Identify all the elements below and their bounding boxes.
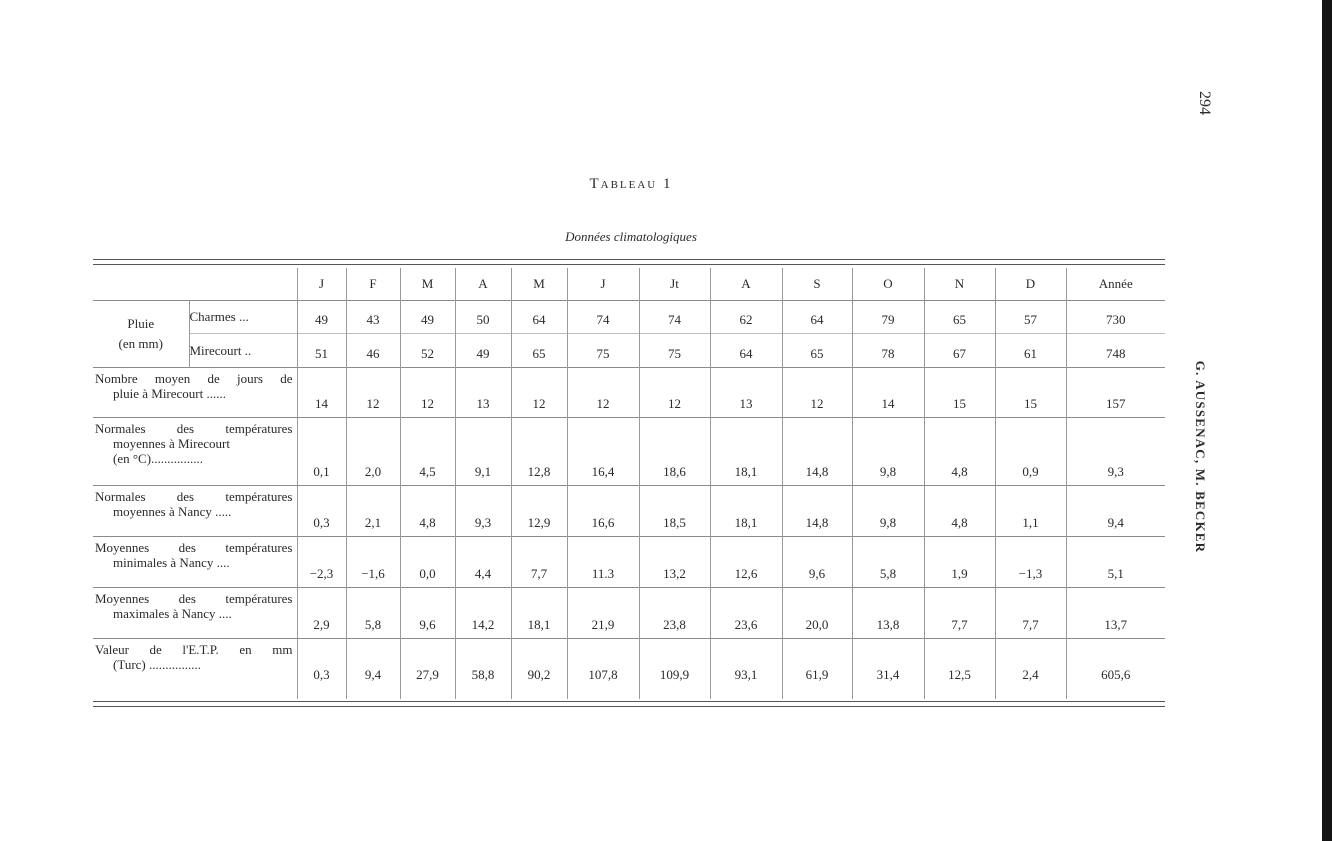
table-cell: 9,4	[1107, 515, 1124, 530]
year-header: Année	[1098, 276, 1133, 291]
table-cell: 13,7	[1104, 617, 1128, 632]
table-cell: 57	[995, 301, 1066, 334]
table-cell: 12	[346, 368, 400, 418]
table-cell: 13,8	[852, 588, 924, 639]
table-title	[0, 176, 1262, 193]
table-row	[93, 418, 1165, 486]
table-cell: 58,8	[455, 639, 511, 699]
table-cell: 12	[639, 368, 710, 418]
table-cell: 0,1	[297, 418, 346, 486]
table-cell: 4,4	[455, 537, 511, 588]
table-cell: 61,9	[782, 639, 852, 699]
page-edge-shadow	[1322, 0, 1332, 841]
row-label: Mirecourt ..	[189, 334, 297, 368]
table-cell: 4,8	[924, 486, 995, 537]
table-cell: −1,6	[346, 537, 400, 588]
table-top-rule	[93, 259, 1165, 260]
table-cell: 64	[710, 334, 782, 368]
table-cell: 12,9	[511, 486, 567, 537]
table-row	[93, 639, 1165, 699]
table-cell: 12	[567, 368, 639, 418]
table-cell: 90,2	[511, 639, 567, 699]
month-header: J	[297, 268, 346, 301]
table-cell: 12,5	[924, 639, 995, 699]
table-cell: 7,7	[995, 588, 1066, 639]
table-cell: 18,6	[639, 418, 710, 486]
rain-unit: (en mm)	[118, 336, 163, 351]
table-cell: 93,1	[710, 639, 782, 699]
table-cell: 78	[852, 334, 924, 368]
table-cell: 5,1	[1107, 566, 1124, 581]
table-cell: 79	[852, 301, 924, 334]
table-cell: 9,6	[782, 537, 852, 588]
table-cell: 13	[710, 368, 782, 418]
table-bottom-rule	[93, 701, 1165, 702]
table-row	[93, 537, 1165, 588]
table-cell: 2,1	[346, 486, 400, 537]
table-cell: 2,4	[995, 639, 1066, 699]
table-cell: 7,7	[924, 588, 995, 639]
table-row	[93, 301, 1165, 334]
table-cell: 49	[400, 301, 455, 334]
table-cell: −1,3	[995, 537, 1066, 588]
row-label: Normales des températures moyennes à Nancy .....	[93, 486, 297, 537]
table-cell: 27,9	[400, 639, 455, 699]
table-cell: 16,4	[567, 418, 639, 486]
running-head-authors: G. AUSSENAC, M. BECKER	[1193, 360, 1208, 554]
table-cell: 18,1	[511, 588, 567, 639]
rain-group-label	[93, 301, 189, 368]
table-top-rule-inner	[93, 264, 1165, 265]
table-row	[93, 486, 1165, 537]
table-cell: 51	[297, 334, 346, 368]
table-cell: 43	[346, 301, 400, 334]
table-cell: 9,8	[852, 486, 924, 537]
month-header: Jt	[639, 268, 710, 301]
table-cell: 65	[511, 334, 567, 368]
table-cell: 1,1	[995, 486, 1066, 537]
table-cell: 49	[297, 301, 346, 334]
table-cell: 75	[639, 334, 710, 368]
table-cell: 2,9	[297, 588, 346, 639]
table-cell: 4,5	[400, 418, 455, 486]
table-cell: 15	[924, 368, 995, 418]
row-label: Charmes ...	[189, 301, 297, 334]
table-cell: 67	[924, 334, 995, 368]
table-cell: 74	[567, 301, 639, 334]
table-cell: 748	[1106, 346, 1126, 361]
table-cell: 18,1	[710, 418, 782, 486]
table-cell: 49	[455, 334, 511, 368]
table-cell: 9,4	[346, 639, 400, 699]
month-header: A	[455, 268, 511, 301]
month-header: A	[710, 268, 782, 301]
table-cell: 1,9	[924, 537, 995, 588]
table-cell: 61	[995, 334, 1066, 368]
table-cell: 11.3	[567, 537, 639, 588]
table-cell: 2,0	[346, 418, 400, 486]
table-cell: 16,6	[567, 486, 639, 537]
table-cell: 74	[639, 301, 710, 334]
row-label: Nombre moyen de jours de pluie à Mirecourt ......	[93, 368, 297, 418]
climate-data-table	[93, 268, 1165, 699]
table-cell: 50	[455, 301, 511, 334]
table-cell: 31,4	[852, 639, 924, 699]
table-cell: 65	[782, 334, 852, 368]
table-cell: 605,6	[1101, 666, 1131, 682]
table-cell: 5,8	[346, 588, 400, 639]
table-cell: 64	[782, 301, 852, 334]
row-label: Valeur de l'E.T.P. en mm (Turc) ................	[93, 639, 297, 699]
month-header: M	[511, 268, 567, 301]
row-label: Moyennes des températures minimales à Nancy ....	[93, 537, 297, 588]
table-cell: 9,8	[852, 418, 924, 486]
table-cell: 109,9	[639, 639, 710, 699]
table-cell: −2,3	[297, 537, 346, 588]
table-cell: 9,1	[455, 418, 511, 486]
table-cell: 65	[924, 301, 995, 334]
table-cell: 20,0	[782, 588, 852, 639]
month-header: F	[346, 268, 400, 301]
table-cell: 14	[852, 368, 924, 418]
table-cell: 12,6	[710, 537, 782, 588]
table-cell: 12	[511, 368, 567, 418]
table-cell: 75	[567, 334, 639, 368]
table-row	[93, 588, 1165, 639]
page-number: 294	[1196, 91, 1213, 115]
table-cell: 9,3	[1107, 464, 1124, 479]
table-cell: 12	[400, 368, 455, 418]
month-header: S	[782, 268, 852, 301]
table-cell: 9,3	[455, 486, 511, 537]
table-cell: 107,8	[567, 639, 639, 699]
table-cell: 7,7	[511, 537, 567, 588]
table-subtitle: Données climatologiques	[565, 229, 697, 244]
table-cell: 52	[400, 334, 455, 368]
table-cell: 14,8	[782, 418, 852, 486]
table-cell: 13,2	[639, 537, 710, 588]
table-cell: 14,2	[455, 588, 511, 639]
month-header: O	[852, 268, 924, 301]
table-row	[93, 368, 1165, 418]
month-header: D	[995, 268, 1066, 301]
table-row	[93, 334, 1165, 368]
header-corner	[93, 268, 297, 301]
table-cell: 0,0	[400, 537, 455, 588]
table-cell: 730	[1106, 312, 1126, 327]
table-cell: 4,8	[400, 486, 455, 537]
rain-label: Pluie	[127, 316, 155, 331]
table-cell: 0,3	[297, 639, 346, 699]
table-cell: 0,9	[995, 418, 1066, 486]
table-cell: 18,5	[639, 486, 710, 537]
table-cell: 0,3	[297, 486, 346, 537]
table-cell: 18,1	[710, 486, 782, 537]
table-cell: 64	[511, 301, 567, 334]
table-cell: 46	[346, 334, 400, 368]
table-cell: 23,6	[710, 588, 782, 639]
row-label: Moyennes des températures maximales à Nancy ....	[93, 588, 297, 639]
table-cell: 23,8	[639, 588, 710, 639]
table-cell: 21,9	[567, 588, 639, 639]
month-header: M	[400, 268, 455, 301]
table-cell: 9,6	[400, 588, 455, 639]
table-cell: 14	[297, 368, 346, 418]
table-cell: 5,8	[852, 537, 924, 588]
table-cell: 12	[782, 368, 852, 418]
month-header: J	[567, 268, 639, 301]
row-label: Normales des températures moyennes à Mirecourt (en °C)................	[93, 418, 297, 486]
table-cell: 15	[995, 368, 1066, 418]
table-cell: 157	[1106, 396, 1126, 411]
table-cell: 4,8	[924, 418, 995, 486]
header-row	[93, 268, 1165, 301]
table-title-text: Tableau 1	[589, 176, 673, 192]
table-bottom-rule-outer	[93, 706, 1165, 707]
table-cell: 62	[710, 301, 782, 334]
month-header: N	[924, 268, 995, 301]
table-cell: 12,8	[511, 418, 567, 486]
table-cell: 14,8	[782, 486, 852, 537]
table-cell: 13	[455, 368, 511, 418]
